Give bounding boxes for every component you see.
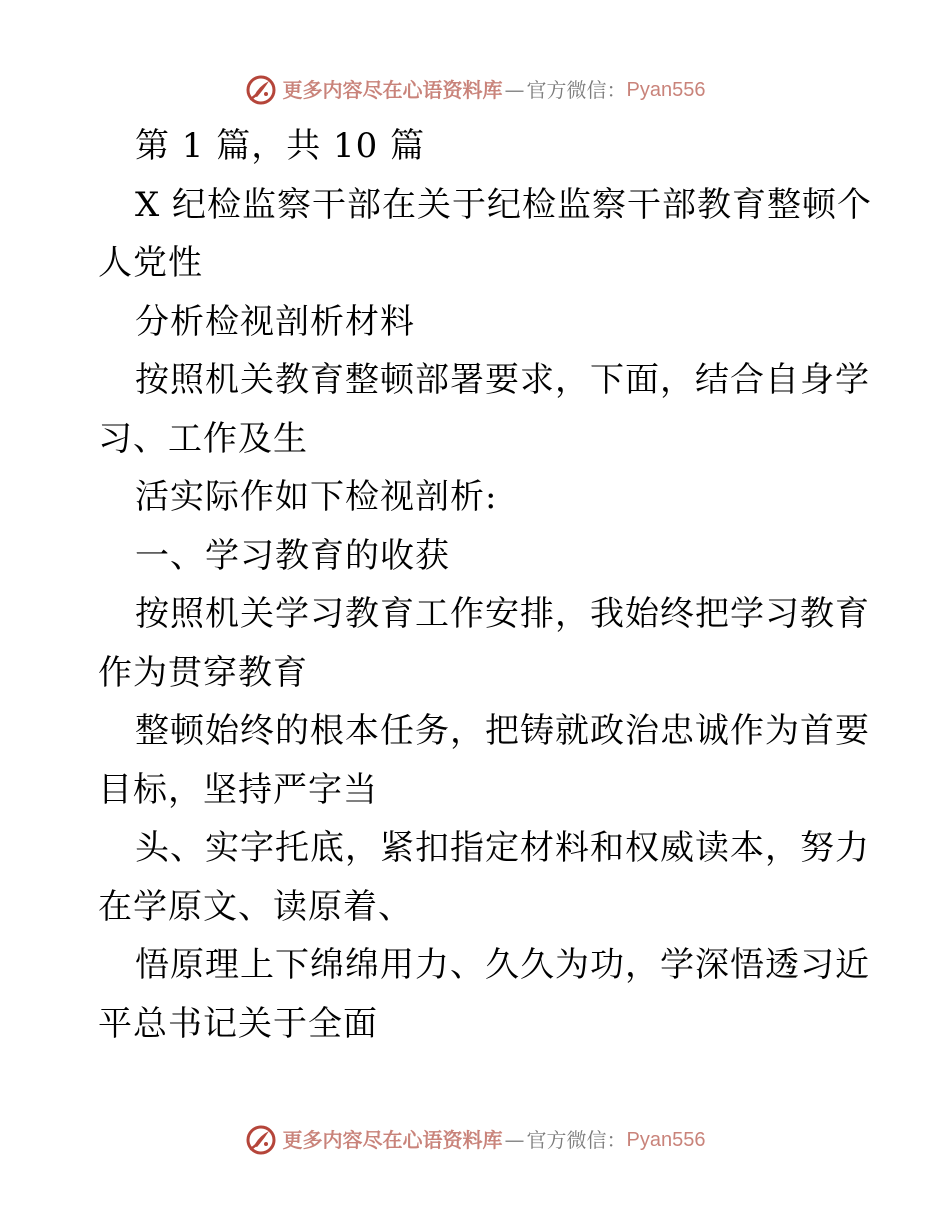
footer-main-text: 更多内容尽在心语资料库 bbox=[282, 1128, 503, 1152]
footer-official-label: 官方微信： bbox=[526, 1128, 627, 1152]
header-official-label: 官方微信： bbox=[526, 78, 627, 102]
document-line: 头、实字托底，紧扣指定材料和权威读本，努力 bbox=[135, 828, 870, 868]
document-line: 目标，坚持严字当 bbox=[98, 769, 378, 810]
document-line: 人党性 bbox=[98, 243, 203, 283]
header-text bbox=[283, 80, 706, 100]
footer-separator: — bbox=[504, 1128, 525, 1152]
document-line: 按照机关学习教育工作安排，我始终把学习教育 bbox=[135, 594, 870, 634]
document-line: 在学原文、读原着、 bbox=[98, 886, 413, 927]
header-banner bbox=[0, 70, 950, 110]
header-wechat-id: Pyan556 bbox=[626, 79, 706, 101]
document-line: 活实际作如下检视剖析: bbox=[135, 477, 498, 517]
document-line: 分析检视剖析材料 bbox=[135, 301, 415, 342]
document-line: 第 1 篇，共 10 篇 bbox=[135, 126, 426, 166]
document-line: 习、工作及生 bbox=[98, 418, 308, 459]
document-line: 作为贯穿教育 bbox=[98, 652, 308, 693]
document-line: 一、学习教育的收获 bbox=[135, 535, 450, 576]
document-line: 整顿始终的根本任务，把铸就政治忠诚作为首要 bbox=[135, 711, 870, 751]
brush-logo-icon bbox=[245, 1124, 277, 1156]
document-body bbox=[98, 117, 873, 1053]
document-line: X 纪检监察干部在关于纪检监察干部教育整顿个 bbox=[135, 184, 873, 225]
footer-text bbox=[283, 1130, 706, 1150]
document-line: 悟原理上下绵绵用力、久久为功，学深悟透习近 bbox=[135, 945, 870, 985]
footer-banner bbox=[0, 1120, 950, 1160]
header-separator: — bbox=[504, 78, 525, 102]
document-line: 按照机关教育整顿部署要求，下面，结合自身学 bbox=[135, 360, 870, 400]
header-main-text: 更多内容尽在心语资料库 bbox=[282, 78, 503, 102]
brush-logo-icon bbox=[245, 74, 277, 106]
document-line: 平总书记关于全面 bbox=[98, 1003, 378, 1044]
footer-wechat-id: Pyan556 bbox=[626, 1129, 706, 1151]
